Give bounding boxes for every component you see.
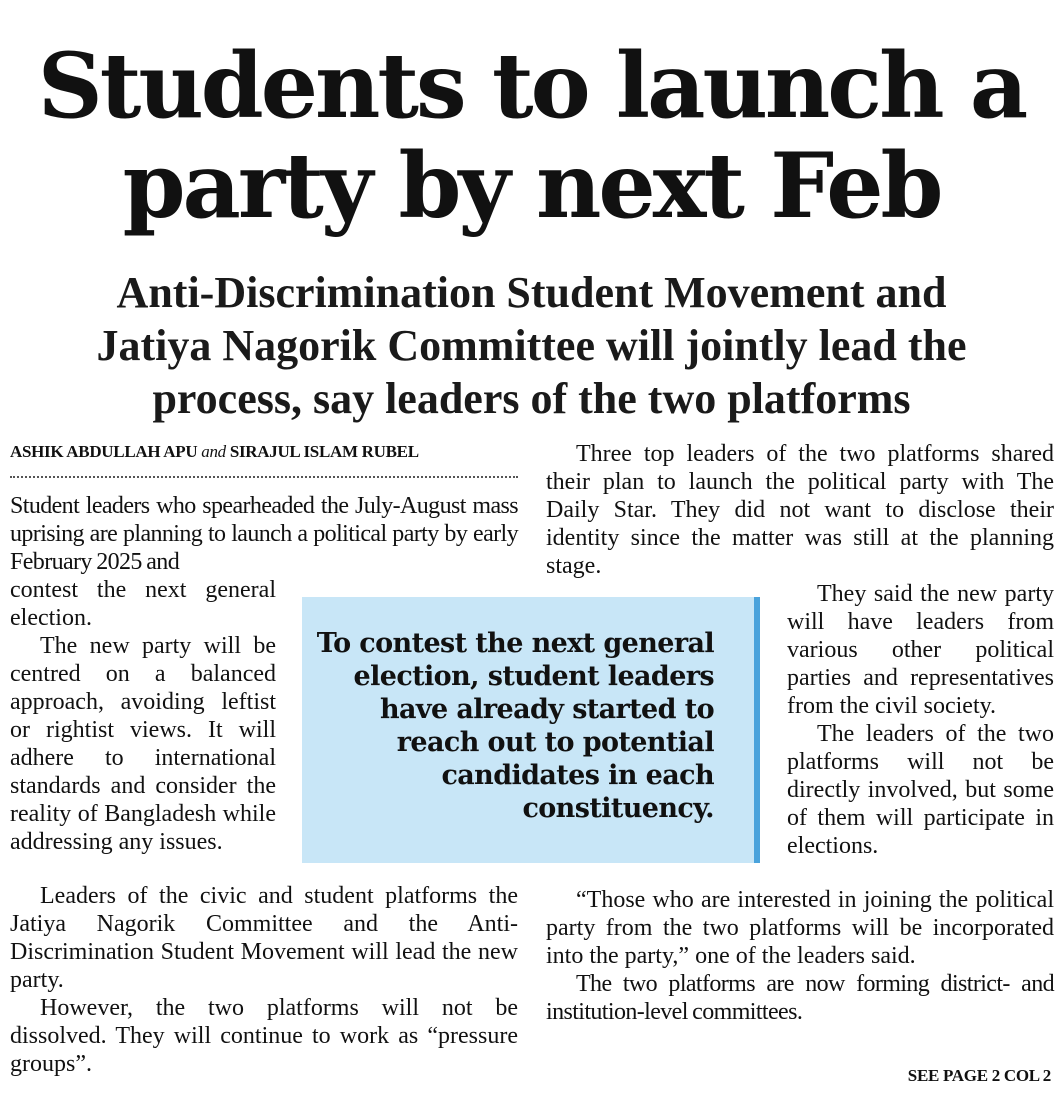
left-column-bottom bbox=[10, 882, 518, 1078]
right-para-2: They said the new party will have leaders from various other political parties and representatives from the civil society. bbox=[787, 581, 1054, 719]
left-para-3: Leaders of the civic and student platforms the Jatiya Nagorik Committee and the Anti-Discrimination Student Movement will lead the new party. bbox=[10, 883, 518, 993]
byline-conjunction: and bbox=[201, 442, 226, 461]
pull-quote-text: To contest the next general election, student leaders have already started to reach out to potential candidates in each constituency. bbox=[316, 628, 714, 824]
headline-line-2: party by next Feb bbox=[122, 133, 941, 239]
right-para-3: The leaders of the two platforms will not be directly involved, but some of them will participate in elections. bbox=[787, 721, 1054, 859]
left-para-1-wide: Student leaders who spearheaded the July-August mass uprising are planning to launch a political party by early February 2025 and bbox=[10, 493, 518, 575]
left-para-2: The new party will be centred on a balanced approach, avoiding leftist or rightist views. It will adhere to international standards and consider the reality of Bangladesh while addressing any issues. bbox=[10, 633, 276, 855]
right-para-4: “Those who are interested in joining the political party from the two platforms will be incorporated into the party,” one of the leaders said. bbox=[546, 887, 1054, 969]
right-column-middle bbox=[787, 580, 1054, 860]
byline bbox=[10, 442, 518, 462]
headline-line-1: Students to launch a bbox=[37, 33, 1026, 139]
left-para-4: However, the two platforms will not be dissolved. They will continue to work as “pressure groups”. bbox=[10, 995, 518, 1077]
subheadline-line-2: Jatiya Nagorik Committee will jointly lead the bbox=[96, 321, 967, 370]
subheadline-line-3: process, say leaders of the two platforms bbox=[152, 374, 911, 423]
headline bbox=[0, 33, 1063, 239]
byline-author-1: ASHIK ABDULLAH APU bbox=[10, 442, 198, 461]
right-para-5: The two platforms are now forming district- and institution-level committees. bbox=[546, 971, 1054, 1025]
subheadline bbox=[0, 266, 1063, 425]
right-column-top bbox=[546, 440, 1054, 580]
left-para-1-narrow: contest the next general election. bbox=[10, 577, 276, 631]
continued-jump-line: SEE PAGE 2 COL 2 bbox=[907, 1066, 1051, 1085]
byline-author-2: SIRAJUL ISLAM RUBEL bbox=[229, 442, 419, 461]
left-column-top bbox=[10, 492, 518, 576]
right-column-bottom bbox=[546, 886, 1054, 1026]
byline-divider bbox=[10, 476, 518, 478]
subheadline-line-1: Anti-Discrimination Student Movement and bbox=[116, 268, 947, 317]
right-para-1: Three top leaders of the two platforms shared their plan to launch the political party with The Daily Star. They did not want to disclose their identity since the matter was still at the planning stage. bbox=[546, 441, 1054, 579]
left-column-middle bbox=[10, 576, 276, 856]
pull-quote-box bbox=[302, 597, 760, 863]
